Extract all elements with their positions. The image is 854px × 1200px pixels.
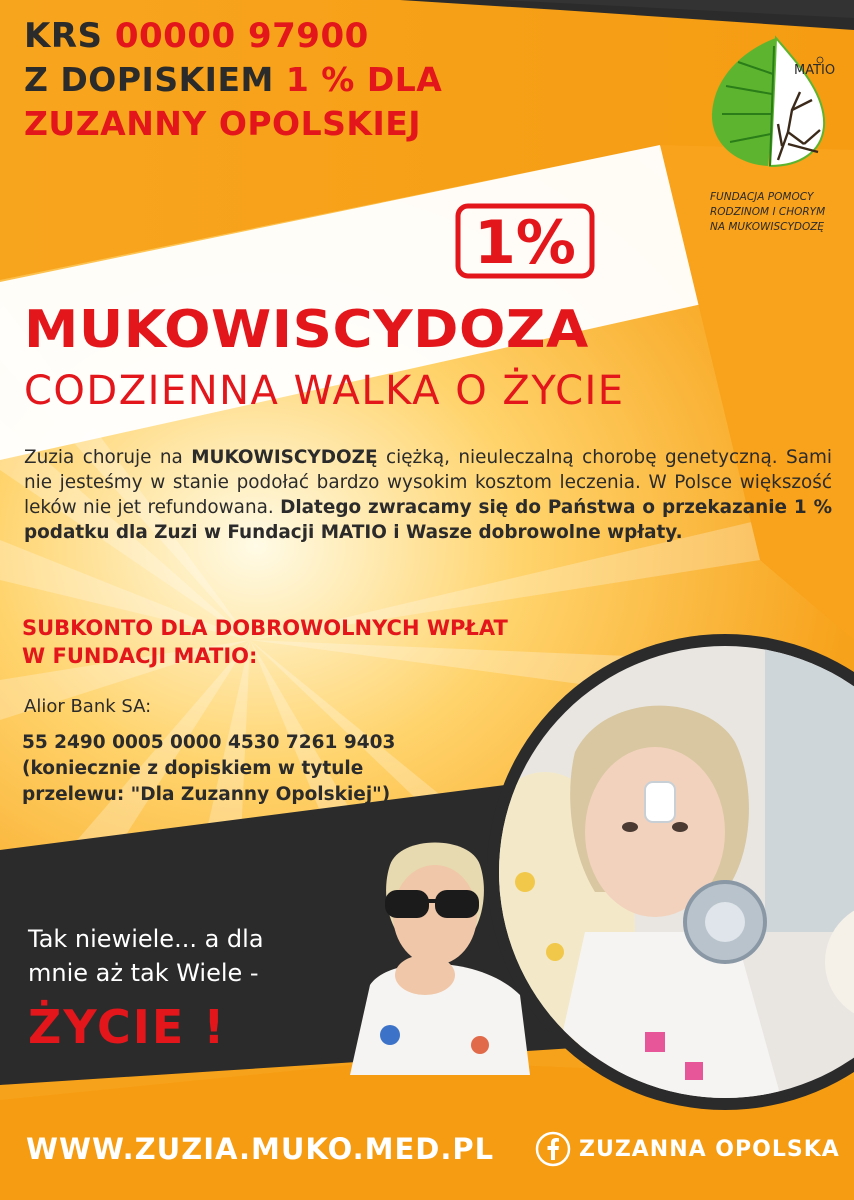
girl-with-sunglasses-photo bbox=[330, 825, 540, 1075]
krs-dopisek-label: Z DOPISKIEM bbox=[24, 60, 274, 99]
logo-brand-text: MATIO bbox=[794, 63, 836, 78]
tagline-line-1: Tak niewiele... a dla bbox=[28, 925, 264, 953]
page-subtitle: CODZIENNA WALKA O ŻYCIE bbox=[24, 368, 625, 414]
description-text-2: ciężką, nieuleczalną chorobę genetyczną. Sami nie jesteśmy w stanie podołać bardzo wysokim kosztom leczenia. W Polsce większość leków nie jet refundowana. bbox=[24, 447, 832, 518]
bank-note-line-1: (koniecznie z dopiskiem w tytule bbox=[22, 758, 364, 779]
subkonto-line-2: W FUNDACJI MATIO: bbox=[22, 644, 258, 668]
krs-dopisek-highlight: 1 % DLA bbox=[285, 60, 443, 99]
krs-number: 00000 97900 bbox=[114, 16, 369, 56]
girl-with-nebulizer-photo bbox=[485, 632, 854, 1112]
facebook-name: ZUZANNA OPOLSKA bbox=[579, 1136, 840, 1162]
logo-caption-line: NA MUKOWISCYDOZĘ bbox=[710, 221, 825, 233]
krs-label: KRS bbox=[24, 16, 103, 56]
subkonto-line-1: SUBKONTO DLA DOBROWOLNYCH WPŁAT bbox=[22, 616, 508, 640]
one-percent-badge bbox=[455, 203, 595, 279]
facebook-link[interactable] bbox=[535, 1131, 840, 1167]
page-title: MUKOWISCYDOZA bbox=[24, 300, 589, 360]
description-bold-appeal: Dlatego zwracamy się do Państwa o przekazanie 1 % podatku dla Zuzi w Fundacji MATIO i Wasze dobrowolne wpłaty. bbox=[24, 497, 832, 543]
description-paragraph bbox=[24, 445, 832, 545]
tagline-line-2: mnie aż tak Wiele - bbox=[28, 959, 259, 987]
subkonto-heading bbox=[22, 614, 508, 670]
facebook-icon bbox=[535, 1131, 571, 1167]
bank-name: Alior Bank SA: bbox=[24, 696, 152, 717]
krs-line-2 bbox=[24, 60, 442, 100]
bank-details bbox=[22, 730, 395, 808]
website-link[interactable]: WWW.ZUZIA.MUKO.MED.PL bbox=[26, 1132, 495, 1166]
logo-caption-line: FUNDACJA POMOCY bbox=[710, 191, 814, 203]
krs-line-1 bbox=[24, 16, 369, 56]
one-percent-text: 1% bbox=[474, 208, 576, 278]
description-text-1: Zuzia choruje na bbox=[24, 447, 192, 468]
logo-caption bbox=[710, 190, 825, 235]
tagline-emphasis: ŻYCIE ! bbox=[28, 1000, 227, 1054]
description-bold-disease: MUKOWISCYDOZĘ bbox=[191, 447, 378, 468]
krs-line-3: ZUZANNY OPOLSKIEJ bbox=[24, 104, 422, 143]
bank-account-number: 55 2490 0005 0000 4530 7261 9403 bbox=[22, 732, 396, 753]
logo-caption-line: RODZINOM I CHORYM bbox=[710, 206, 826, 218]
tagline bbox=[28, 922, 264, 990]
matio-leaf-logo bbox=[708, 34, 836, 174]
bank-note-line-2: przelewu: "Dla Zuzanny Opolskiej") bbox=[22, 784, 391, 805]
